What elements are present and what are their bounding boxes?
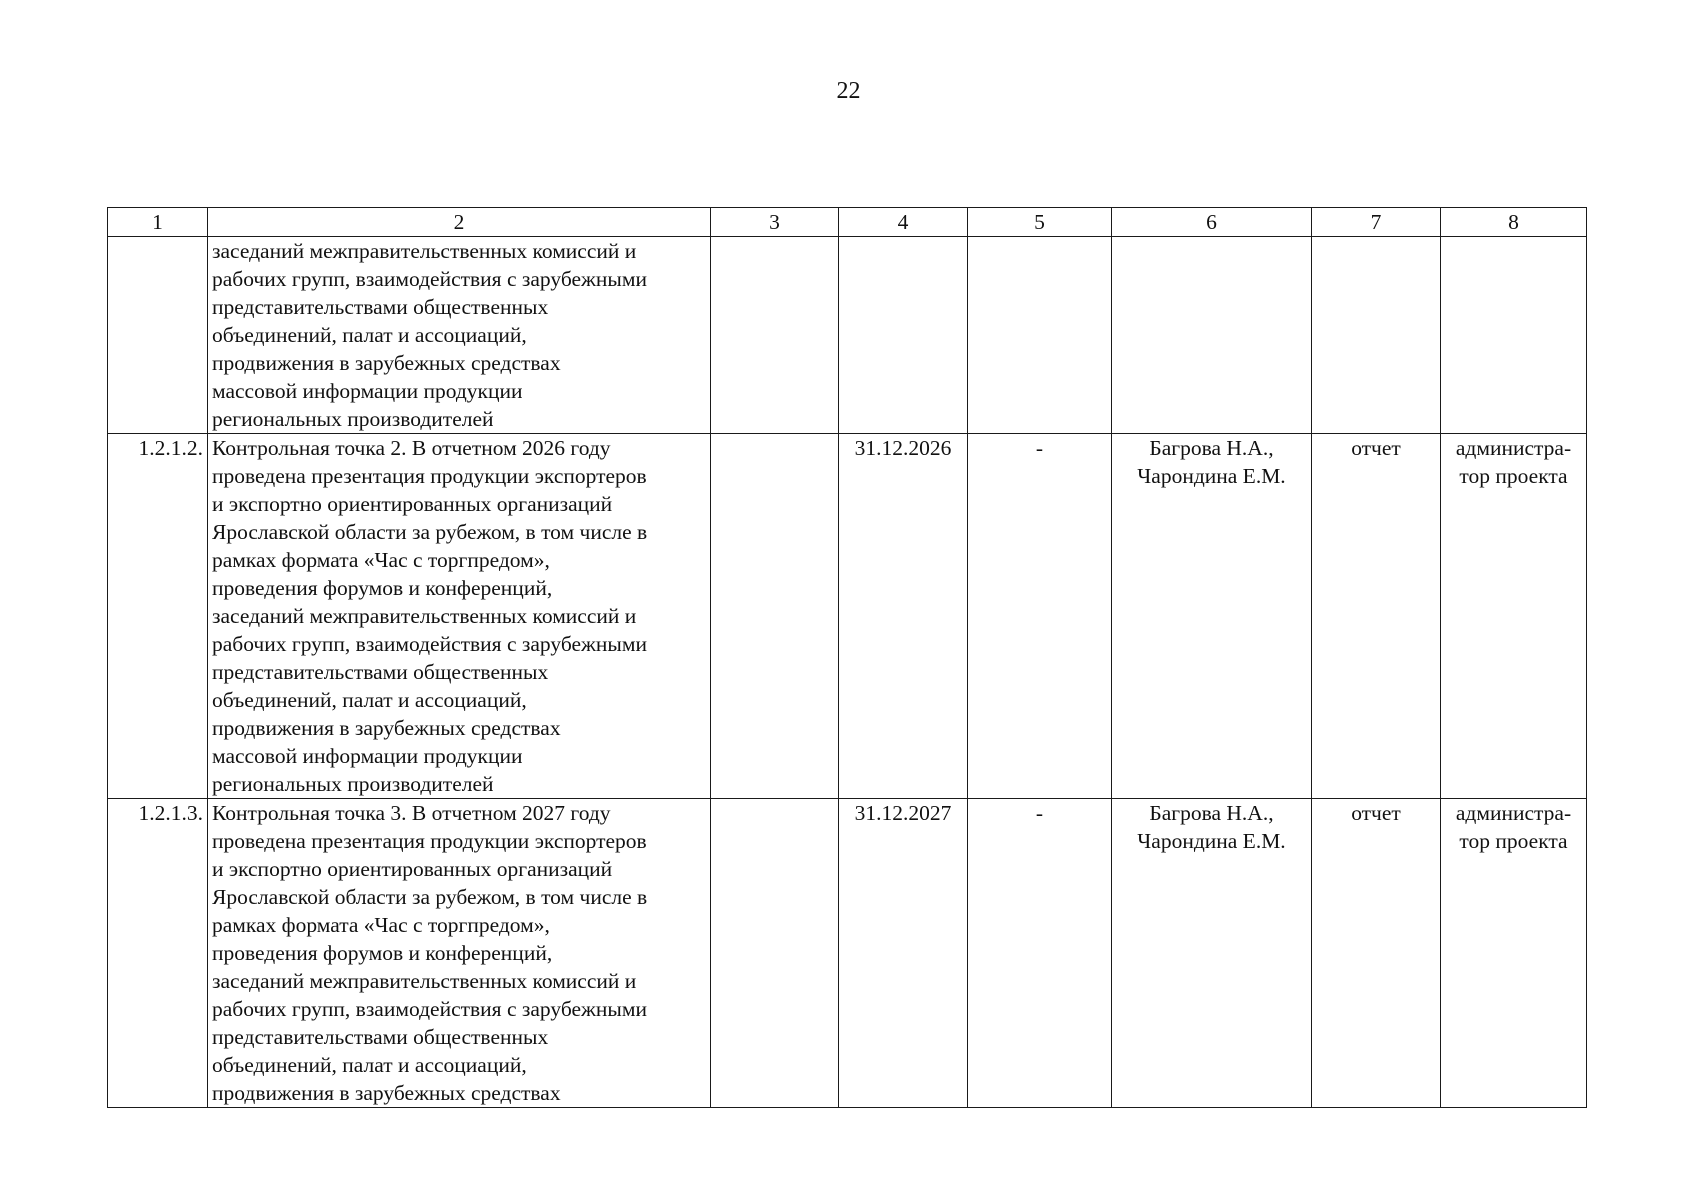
table-row-continuation: [108, 237, 1587, 434]
responsible-cell: Багрова Н.А., Чарондина Е.М.: [1112, 434, 1312, 799]
column-header-3: 3: [711, 208, 839, 237]
page-number: 22: [836, 78, 861, 104]
column-5-cell: [968, 237, 1112, 434]
document-cell: отчет: [1312, 434, 1441, 799]
role-cell: администра- тор проекта: [1441, 799, 1587, 1108]
row-number-cell: 1.2.1.3.: [108, 799, 208, 1108]
row-number-cell: 1.2.1.2.: [108, 434, 208, 799]
table-header-row: [108, 208, 1587, 237]
column-header-8: 8: [1441, 208, 1587, 237]
description-cell: Контрольная точка 2. В отчетном 2026 году проведена презентация продукции экспортеров и экспортно ориентированных организаций Ярославской области за рубежом, в том числе в рамках формата «Час с торгпредом», проведения форумов и конференций, заседаний межправительственных комиссий и рабочих групп, взаимодействия с зарубежными представительствами общественных объединений, палат и ассоциаций, продвижения в зарубежных средствах массовой информации продукции региональных производителей: [208, 434, 711, 799]
description-cell: заседаний межправительственных комиссий и рабочих групп, взаимодействия с зарубежными представительствами общественных объединений, палат и ассоциаций, продвижения в зарубежных средствах массовой информации продукции региональных производителей: [208, 237, 711, 434]
column-header-7: 7: [1312, 208, 1441, 237]
column-header-5: 5: [968, 208, 1112, 237]
column-5-cell: -: [968, 799, 1112, 1108]
document-cell: отчет: [1312, 799, 1441, 1108]
role-cell: [1441, 237, 1587, 434]
document-cell: [1312, 237, 1441, 434]
column-3-cell: [711, 237, 839, 434]
column-header-4: 4: [839, 208, 968, 237]
responsible-cell: [1112, 237, 1312, 434]
column-header-1: 1: [108, 208, 208, 237]
table-row: [108, 434, 1587, 799]
date-cell: 31.12.2026: [839, 434, 968, 799]
column-3-cell: [711, 799, 839, 1108]
responsible-cell: Багрова Н.А., Чарондина Е.М.: [1112, 799, 1312, 1108]
column-header-6: 6: [1112, 208, 1312, 237]
row-number-cell: [108, 237, 208, 434]
column-header-2: 2: [208, 208, 711, 237]
date-cell: [839, 237, 968, 434]
role-cell: администра- тор проекта: [1441, 434, 1587, 799]
column-5-cell: -: [968, 434, 1112, 799]
date-cell: 31.12.2027: [839, 799, 968, 1108]
description-cell: Контрольная точка 3. В отчетном 2027 году проведена презентация продукции экспортеров и экспортно ориентированных организаций Ярославской области за рубежом, в том числе в рамках формата «Час с торгпредом», проведения форумов и конференций, заседаний межправительственных комиссий и рабочих групп, взаимодействия с зарубежными представительствами общественных объединений, палат и ассоциаций, продвижения в зарубежных средствах: [208, 799, 711, 1108]
table-row: [108, 799, 1587, 1108]
column-3-cell: [711, 434, 839, 799]
control-points-table: [107, 207, 1587, 1108]
